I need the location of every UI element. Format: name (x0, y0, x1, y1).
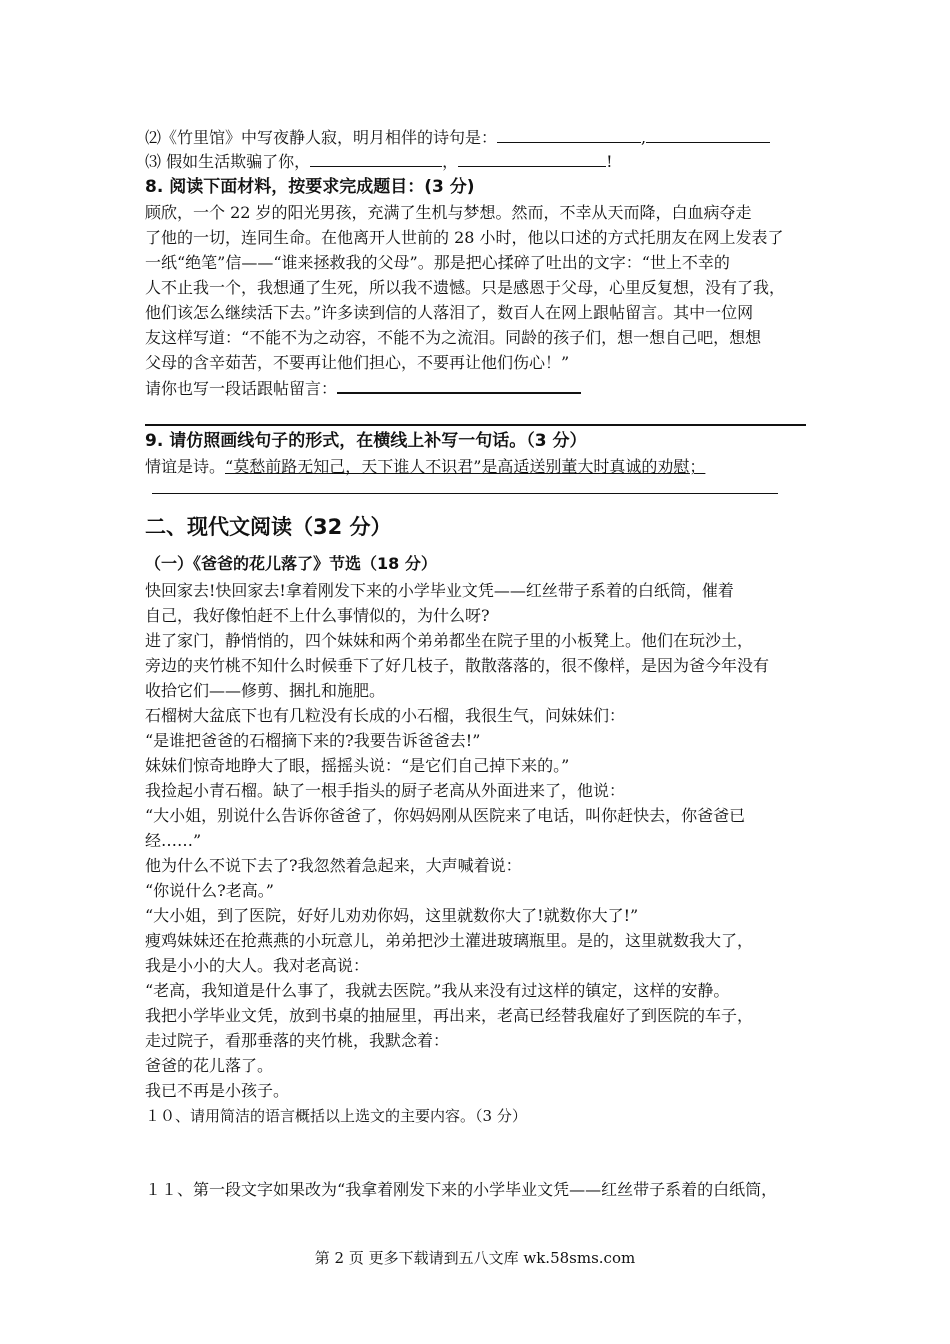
passage-line: “你说什么?老高。” (145, 881, 274, 900)
passage-line: 瘦鸡妹妹还在抢燕燕的小玩意儿，弟弟把沙土灌进玻璃瓶里。是的，这里就数我大了， (145, 931, 754, 950)
passage-line: 收拾它们——修剪、捆扎和施肥。 (145, 681, 386, 700)
q8-para-line: 父母的含辛茹苦，不要再让他们担心，不要再让他们伤心！” (145, 353, 570, 372)
q8-para-line: 友这样写道：“不能不为之动容，不能不为之流泪。同龄的孩子们，想一想自己吧，想想 (145, 328, 762, 347)
q7-item3-text: ⑶ 假如生活欺骗了你， (145, 152, 311, 171)
q8-para-line: 人不止我一个，我想通了生死，所以我不遗憾。只是感恩于父母，心里反复想，没有了我， (145, 278, 786, 297)
question-11: １１、第一段文字如果改为“我拿着刚发下来的小学毕业文凭——红丝带子系着的白纸筒， (145, 1180, 778, 1199)
passage-line: 妹妹们惊奇地睁大了眼，摇摇头说：“是它们自己掉下来的。” (145, 756, 570, 775)
passage-line: “大小姐，到了医院，好好儿劝劝你妈，这里就数你大了!就数你大了!” (145, 906, 639, 925)
answer-blank[interactable] (497, 126, 641, 143)
q7-item3 (145, 150, 613, 174)
q8-para-line: 了他的一切，连同生命。在他离开人世前的 28 小时，他以口述的方式托朋友在网上发表了 (145, 228, 784, 247)
passage-line: 旁边的夹竹桃不知什么时候垂下了好几枝子，散散落落的，很不像样，是因为爸今年没有 (145, 656, 770, 675)
passage-line: “是谁把爸爸的石榴摘下来的?我要告诉爸爸去!” (145, 731, 481, 750)
passage-line: 我已不再是小孩子。 (145, 1081, 290, 1100)
q8-para-line: 一纸“绝笔”信——“谁来拯救我的父母”。那是把心揉碎了吐出的文字：“世上不幸的 (145, 253, 730, 272)
q7-item3-end: ! (606, 152, 613, 171)
passage-line: “大小姐，别说什么告诉你爸爸了，你妈妈刚从医院来了电话，叫你赶快去，你爸爸已 (145, 806, 746, 825)
passage-line: 自己，我好像怕赶不上什么事情似的，为什么呀? (145, 606, 490, 625)
passage-line: 我是小小的大人。我对老高说： (145, 956, 370, 975)
passage-line: 他为什么不说下去了?我忽然着急起来，大声喊着说： (145, 856, 522, 875)
passage-line: 石榴树大盆底下也有几粒没有长成的小石榴，我很生气，问妹妹们： (145, 706, 626, 725)
passage-line: 经……” (145, 831, 202, 850)
passage-line: 爸爸的花儿落了。 (145, 1056, 274, 1075)
page-footer: 第 2 页 更多下载请到五八文库 wk.58sms.com (314, 1249, 636, 1267)
q9-lead: 情谊是诗。 (145, 457, 226, 476)
answer-line[interactable] (152, 493, 778, 494)
passage-line: 走过院子，看那垂落的夹竹桃，我默念着： (145, 1031, 450, 1050)
passage-line: “老高，我知道是什么事了，我就去医院。”我从来没有过这样的镇定，这样的安静。 (145, 981, 730, 1000)
passage-title: （一）《爸爸的花儿落了》节选（18 分） (145, 554, 437, 573)
answer-blank[interactable] (646, 126, 770, 143)
q7-item2-text: ⑵《竹里馆》中写夜静人寂，明月相伴的诗句是： (145, 128, 498, 147)
passage-line: 我把小学毕业文凭，放到书桌的抽屉里，再出来，老高已经替我雇好了到医院的车子， (145, 1006, 754, 1025)
q9-example (145, 455, 705, 479)
q9-heading: 9. 请仿照画线句子的形式，在横线上补写一句话。（3 分） (145, 431, 587, 451)
q8-prompt-text: 请你也写一段话跟帖留言： (145, 379, 338, 398)
q8-heading: 8. 阅读下面材料，按要求完成题目：(3 分) (145, 177, 475, 197)
answer-blank[interactable] (458, 150, 606, 167)
q7-item3-separator: ， (442, 152, 459, 171)
q8-para-line: 顾欣，一个 22 岁的阳光男孩，充满了生机与梦想。然而，不幸从天而降，白血病夺走 (145, 203, 752, 222)
q9-underlined-sentence: “莫愁前路无知己，天下谁人不识君”是高适送别董大时真诚的劝慰； (225, 457, 706, 476)
q8-prompt (145, 376, 581, 401)
q7-item2 (145, 126, 770, 150)
answer-blank[interactable] (310, 150, 442, 167)
passage-line: 快回家去!快回家去!拿着刚发下来的小学毕业文凭——红丝带子系着的白纸筒，催着 (145, 581, 734, 600)
q7-item2-separator: , (641, 128, 647, 147)
question-10: １０、请用简洁的语言概括以上选文的主要内容。（3 分） (145, 1107, 527, 1125)
passage-line: 我捡起小青石榴。缺了一根手指头的厨子老高从外面进来了，他说： (145, 781, 626, 800)
section-heading: 二、现代文阅读（32 分） (145, 515, 392, 539)
answer-line[interactable] (145, 424, 806, 426)
q8-para-line: 他们该怎么继续活下去。”许多读到信的人落泪了，数百人在网上跟帖留言。其中一位网 (145, 303, 754, 322)
passage-line: 进了家门，静悄悄的，四个妹妹和两个弟弟都坐在院子里的小板凳上。他们在玩沙土， (145, 631, 754, 650)
answer-blank[interactable] (337, 376, 581, 394)
